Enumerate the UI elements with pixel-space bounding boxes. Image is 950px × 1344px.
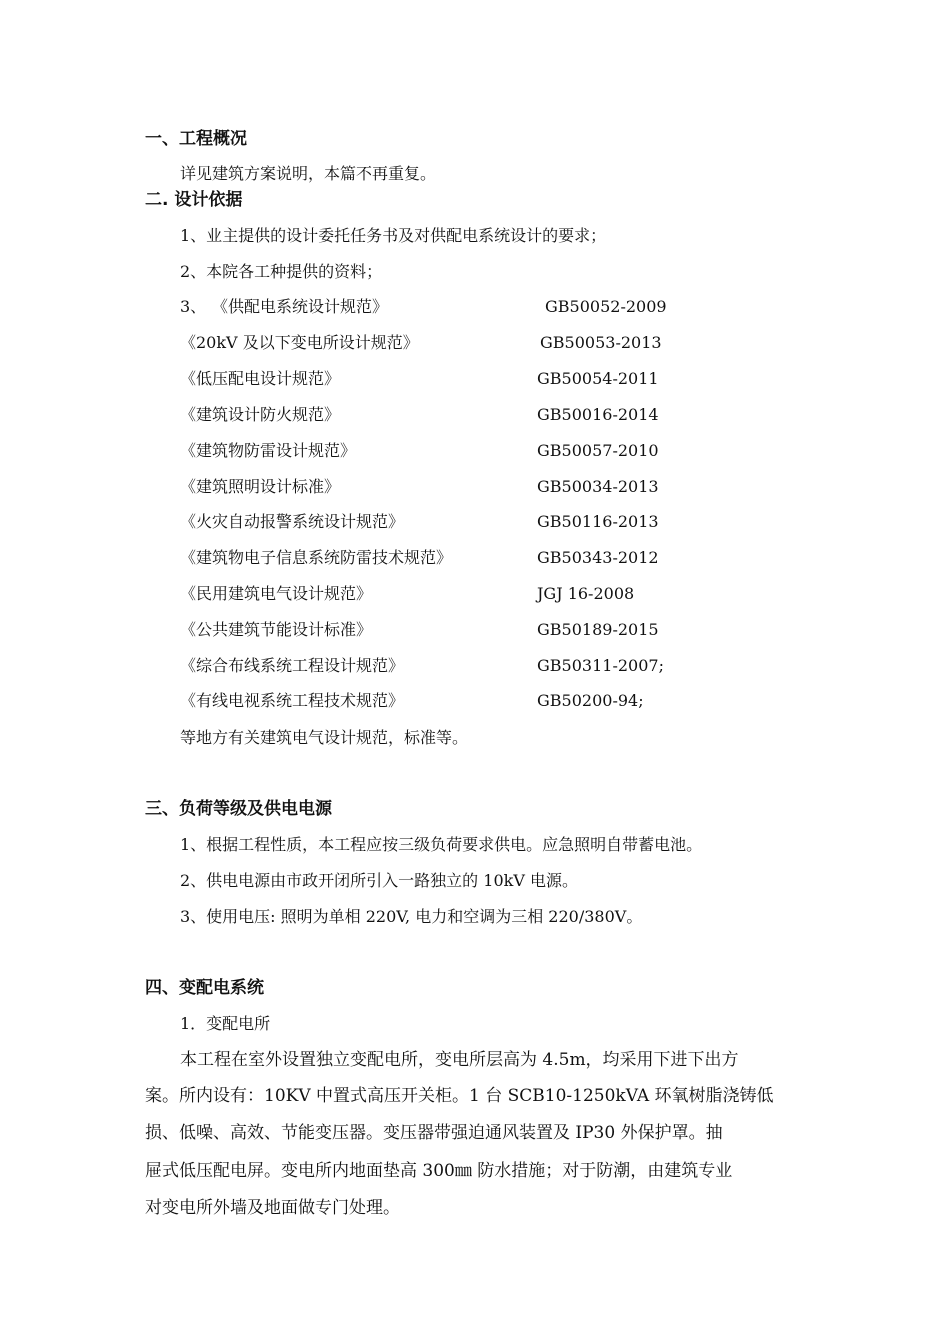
section-3-heading: 三、负荷等级及供电电源: [145, 799, 332, 819]
standard-code: GB50343-2012: [537, 548, 659, 567]
load-item-1: 1、根据工程性质，本工程应按三级负荷要求供电。应急照明自带蓄电池。: [180, 835, 703, 854]
standard-name: 《建筑物电子信息系统防雷技术规范》: [180, 548, 453, 567]
standard-name: 《综合布线系统工程设计规范》: [180, 656, 405, 675]
load-item-2: 2、供电电源由市政开闭所引入一路独立的 10kV 电源。: [180, 871, 578, 890]
standard-code: GB50057-2010: [537, 441, 659, 460]
standard-code: GB50311-2007;: [537, 656, 664, 675]
section-1-text: 详见建筑方案说明，本篇不再重复。: [180, 164, 437, 183]
standard-name: 《供配电系统设计规范》: [212, 297, 389, 316]
standard-name: 《公共建筑节能设计标准》: [180, 620, 373, 639]
section-2-heading: 二. 设计依据: [145, 190, 243, 210]
substation-paragraph-line: 对变电所外墙及地面做专门处理。: [145, 1198, 400, 1218]
standard-code: GB50116-2013: [537, 512, 659, 531]
standard-code: GB50054-2011: [537, 369, 659, 388]
standard-name: 《建筑照明设计标准》: [180, 477, 341, 496]
standard-name: 《民用建筑电气设计规范》: [180, 584, 373, 603]
substation-paragraph-line: 本工程在室外设置独立变配电所，变电所层高为 4.5m，均采用下进下出方: [180, 1050, 739, 1070]
standard-name: 《建筑物防雷设计规范》: [180, 441, 357, 460]
standard-code: GB50034-2013: [537, 477, 659, 496]
basis-item-3-prefix: 3、: [180, 297, 207, 316]
standard-code: GB50053-2013: [540, 333, 662, 352]
basis-item-1: 1、业主提供的设计委托任务书及对供配电系统设计的要求；: [180, 226, 607, 245]
substation-paragraph-line: 案。所内设有：10KV 中置式高压开关柜。1 台 SCB10-1250kVA 环氧树脂浇铸低: [145, 1086, 774, 1106]
section-4-heading: 四、变配电系统: [145, 978, 264, 998]
standard-name: 《火灾自动报警系统设计规范》: [180, 512, 405, 531]
substation-subheading: 1．变配电所: [180, 1014, 271, 1033]
substation-paragraph-line: 损、低噪、高效、节能变压器。变压器带强迫通风装置及 IP30 外保护罩。抽: [145, 1123, 723, 1143]
basis-item-2: 2、本院各工种提供的资料；: [180, 262, 383, 281]
standard-name: 《有线电视系统工程技术规范》: [180, 691, 405, 710]
standard-code: GB50189-2015: [537, 620, 659, 639]
basis-closing: 等地方有关建筑电气设计规范，标准等。: [180, 728, 469, 747]
standard-code: GB50016-2014: [537, 405, 659, 424]
standard-name: 《低压配电设计规范》: [180, 369, 341, 388]
standard-name: 《20kV 及以下变电所设计规范》: [180, 333, 419, 352]
standard-code: JGJ 16-2008: [537, 584, 635, 603]
section-1-heading: 一、工程概况: [145, 129, 247, 149]
standard-name: 《建筑设计防火规范》: [180, 405, 341, 424]
standard-code: GB50200-94;: [537, 691, 644, 710]
standard-code: GB50052-2009: [545, 297, 667, 316]
load-item-3: 3、使用电压: 照明为单相 220V, 电力和空调为三相 220/380V。: [180, 907, 643, 926]
substation-paragraph-line: 屉式低压配电屏。变电所内地面垫高 300㎜ 防水措施；对于防潮，由建筑专业: [145, 1161, 733, 1181]
